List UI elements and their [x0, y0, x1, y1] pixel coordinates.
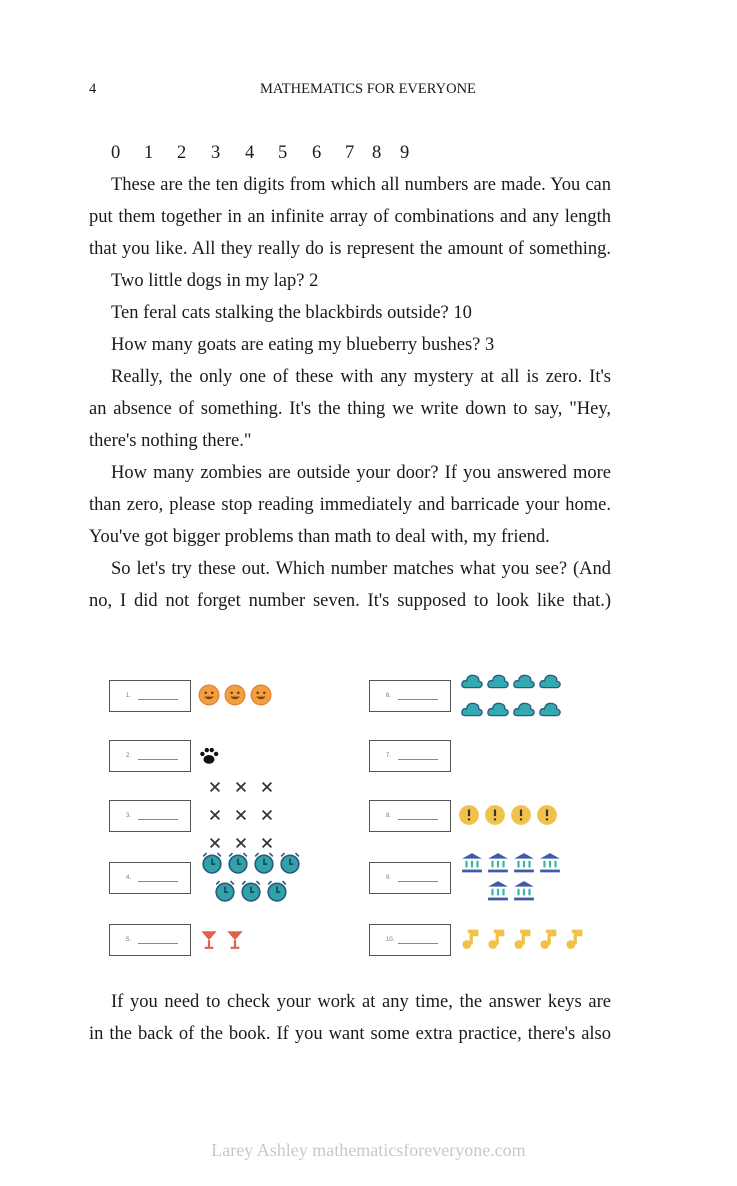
body-line: an absence of something. It's the thing we write down to say, "Hey, — [89, 399, 611, 419]
body-line: no, I did not forget number seven. It's supposed to look like that.) — [89, 591, 611, 611]
answer-blank-line — [138, 943, 178, 944]
smiley-icon — [198, 684, 220, 710]
icon-group — [196, 794, 286, 840]
smiley-icon — [224, 684, 246, 710]
answer-box[interactable] — [109, 680, 191, 712]
cloud-icon — [539, 670, 561, 696]
icon-group — [196, 734, 326, 780]
x-mark-icon — [230, 776, 252, 802]
icon-group — [196, 856, 306, 902]
x-mark-icon — [256, 776, 278, 802]
answer-blank-line — [138, 881, 178, 882]
body-line: than zero, please stop reading immediately and barricade your home. — [89, 495, 611, 515]
alarm-clock-icon — [266, 880, 288, 906]
body-line: that you like. All they really do is represent the amount of something. — [89, 239, 611, 259]
answer-label: 9. — [386, 875, 392, 881]
icon-group — [456, 918, 586, 964]
x-mark-icon — [204, 776, 226, 802]
answer-blank-line — [138, 759, 178, 760]
icon-group — [456, 734, 586, 780]
answer-blank-line — [398, 881, 438, 882]
cocktail-glass-icon — [198, 928, 220, 954]
exclamation-circle-icon — [484, 804, 506, 830]
body-line: You've got bigger problems than math to deal with, my friend. — [89, 527, 550, 547]
icon-group — [456, 856, 566, 902]
cloud-icon — [513, 670, 535, 696]
alarm-clock-icon — [253, 852, 275, 878]
body-line: Really, the only one of these with any mystery at all is zero. It's — [111, 367, 611, 387]
digit: 4 — [245, 143, 255, 163]
digit: 3 — [211, 143, 221, 163]
answer-label: 7. — [386, 753, 392, 759]
digit: 1 — [144, 143, 154, 163]
icon-group — [456, 674, 566, 720]
answer-label: 5. — [126, 937, 132, 943]
body-line: put them together in an infinite array of combinations and any length — [89, 207, 611, 227]
icon-group — [456, 794, 586, 840]
bank-building-icon — [487, 852, 509, 878]
answer-label: 2. — [126, 753, 132, 759]
answer-box[interactable] — [109, 800, 191, 832]
exclamation-circle-icon — [510, 804, 532, 830]
body-line: If you need to check your work at any time, the answer keys are — [111, 992, 611, 1012]
body-line: How many goats are eating my blueberry bushes? 3 — [111, 335, 495, 355]
answer-label: 10. — [386, 937, 395, 943]
digit: 9 — [400, 143, 410, 163]
body-line: So let's try these out. Which number matches what you see? (And — [111, 559, 611, 579]
x-mark-icon — [256, 804, 278, 830]
answer-box[interactable] — [109, 862, 191, 894]
answer-label: 1. — [126, 693, 132, 699]
answer-blank-line — [398, 759, 438, 760]
cloud-icon — [539, 698, 561, 724]
exclamation-circle-icon — [536, 804, 558, 830]
answer-blank-line — [138, 819, 178, 820]
answer-label: 8. — [386, 813, 392, 819]
cloud-icon — [487, 698, 509, 724]
footer-watermark: Larey Ashley mathematicsforeveryone.com — [211, 1140, 526, 1160]
digit: 7 — [345, 143, 355, 163]
music-note-icon — [562, 928, 584, 954]
body-line: How many zombies are outside your door? If you answered more — [111, 463, 611, 483]
digit: 5 — [278, 143, 288, 163]
music-note-icon — [484, 928, 506, 954]
bank-building-icon — [513, 880, 535, 906]
digit: 6 — [312, 143, 322, 163]
bank-building-icon — [461, 852, 483, 878]
cloud-icon — [487, 670, 509, 696]
bank-building-icon — [539, 852, 561, 878]
music-note-icon — [510, 928, 532, 954]
answer-box[interactable] — [369, 740, 451, 772]
answer-blank-line — [138, 699, 178, 700]
running-title: MATHEMATICS FOR EVERYONE — [260, 81, 476, 97]
cloud-icon — [513, 698, 535, 724]
page-number: 4 — [89, 81, 97, 97]
alarm-clock-icon — [214, 880, 236, 906]
answer-box[interactable] — [109, 740, 191, 772]
music-note-icon — [458, 928, 480, 954]
alarm-clock-icon — [279, 852, 301, 878]
body-line: Two little dogs in my lap? 2 — [111, 271, 319, 291]
answer-box[interactable] — [109, 924, 191, 956]
bank-building-icon — [487, 880, 509, 906]
icon-group — [196, 918, 326, 964]
bank-building-icon — [513, 852, 535, 878]
answer-box[interactable] — [369, 924, 451, 956]
answer-label: 6. — [386, 693, 392, 699]
music-note-icon — [536, 928, 558, 954]
digit: 2 — [177, 143, 187, 163]
answer-blank-line — [398, 819, 438, 820]
paw-icon — [198, 744, 220, 770]
answer-label: 4. — [126, 875, 132, 881]
answer-box[interactable] — [369, 800, 451, 832]
digit: 8 — [372, 143, 382, 163]
x-mark-icon — [230, 804, 252, 830]
body-line: there's nothing there." — [89, 431, 252, 451]
x-mark-icon — [204, 804, 226, 830]
exclamation-circle-icon — [458, 804, 480, 830]
body-line: in the back of the book. If you want some extra practice, there's also — [89, 1024, 611, 1044]
alarm-clock-icon — [227, 852, 249, 878]
cloud-icon — [461, 698, 483, 724]
body-line: These are the ten digits from which all numbers are made. You can — [111, 175, 611, 195]
digit: 0 — [111, 143, 121, 163]
cloud-icon — [461, 670, 483, 696]
body-line: Ten feral cats stalking the blackbirds outside? 10 — [111, 303, 472, 323]
answer-box[interactable] — [369, 862, 451, 894]
cocktail-glass-icon — [224, 928, 246, 954]
answer-label: 3. — [126, 813, 132, 819]
alarm-clock-icon — [240, 880, 262, 906]
answer-blank-line — [398, 943, 438, 944]
icon-group — [196, 674, 326, 720]
alarm-clock-icon — [201, 852, 223, 878]
smiley-icon — [250, 684, 272, 710]
answer-blank-line — [398, 699, 438, 700]
answer-box[interactable] — [369, 680, 451, 712]
